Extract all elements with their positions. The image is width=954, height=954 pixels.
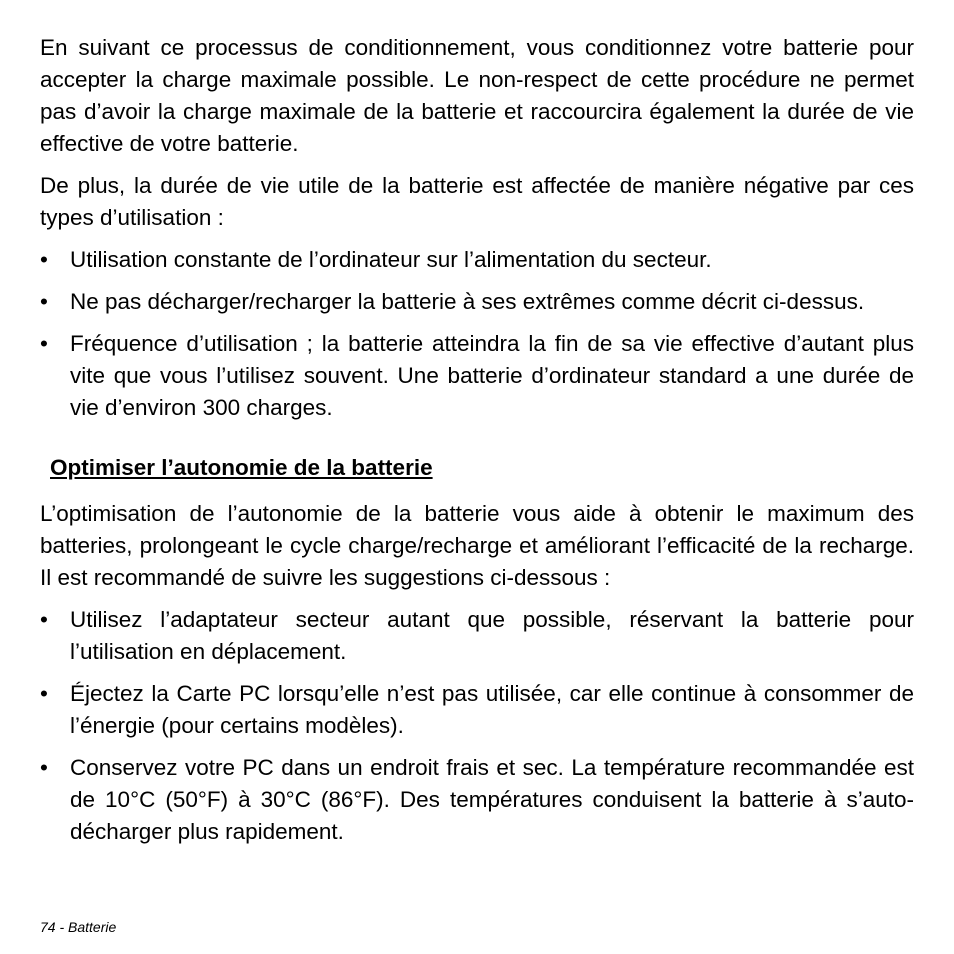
bullet-marker: •: [40, 607, 48, 632]
list-item: [40, 328, 914, 424]
list-item-text: Ne pas décharger/recharger la batterie à ses extrêmes comme décrit ci-dessus.: [70, 289, 865, 314]
bullet-marker: •: [40, 289, 48, 314]
list-item: [40, 286, 914, 318]
bullet-marker: •: [40, 331, 48, 356]
document-page: [40, 32, 914, 858]
list-item-text: Conservez votre PC dans un endroit frais et sec. La température recommandée est de 10°C (50°F) à 30°C (86°F). Des températures conduisent la batterie à s’auto-décharger plus rapidement.: [70, 755, 914, 844]
list-item: [40, 678, 914, 742]
list-item-text: Utilisation constante de l’ordinateur sur l’alimentation du secteur.: [70, 247, 712, 272]
intro-paragraph: En suivant ce processus de conditionnement, vous conditionnez votre batterie pour accepter la charge maximale possible. Le non-respect de cette procédure ne permet pas d’avoir la charge maximale de la batterie et raccourcira également la durée de vie effective de votre batterie.: [40, 35, 914, 156]
list-item: [40, 604, 914, 668]
list-item: [40, 752, 914, 848]
optimization-paragraph: L’optimisation de l’autonomie de la batterie vous aide à obtenir le maximum des batteries, prolongeant le cycle charge/recharge et améliorant l’efficacité de la recharge. Il est recommandé de suivre les suggestions ci-dessous :: [40, 501, 914, 590]
usage-paragraph: De plus, la durée de vie utile de la batterie est affectée de manière négative par ces types d’utilisation :: [40, 173, 914, 230]
list-item-text: Fréquence d’utilisation ; la batterie atteindra la fin de sa vie effective d’autant plus vite que vous l’utilisez souvent. Une batterie d’ordinateur standard a une durée de vie d’environ 300 charges.: [70, 331, 914, 420]
list-item-text: Utilisez l’adaptateur secteur autant que possible, réservant la batterie pour l’utilisation en déplacement.: [70, 607, 914, 664]
usage-bullet-list: [40, 244, 914, 424]
bullet-marker: •: [40, 247, 48, 272]
bullet-marker: •: [40, 755, 48, 780]
bullet-marker: •: [40, 681, 48, 706]
page-footer: 74 - Batterie: [40, 919, 117, 935]
list-item-text: Éjectez la Carte PC lorsqu’elle n’est pas utilisée, car elle continue à consommer de l’énergie (pour certains modèles).: [70, 681, 914, 738]
list-item: [40, 244, 914, 276]
section-heading: Optimiser l’autonomie de la batterie: [50, 455, 433, 480]
tips-bullet-list: [40, 604, 914, 848]
